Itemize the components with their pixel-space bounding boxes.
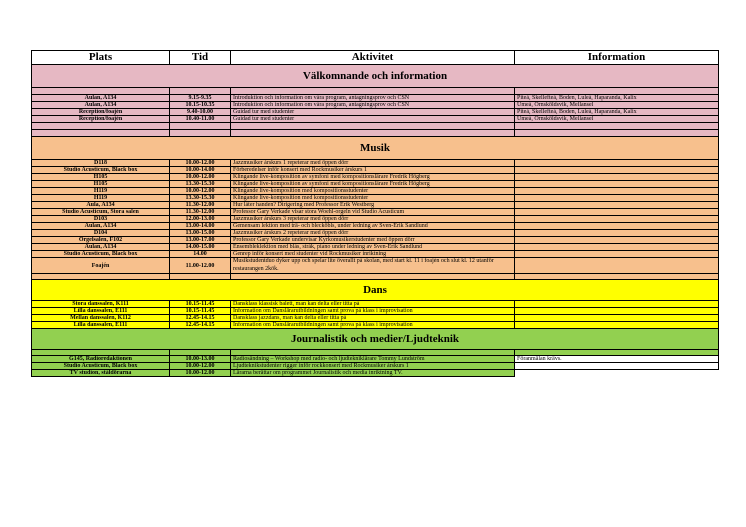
cell-plats: Aula, A134 [32,202,170,209]
cell-information [515,244,719,251]
cell-information [515,237,719,244]
cell-aktivitet: Information om Danslärarutbildningen samt prova på klass i improvisation [231,322,515,329]
spacer-row [32,130,719,137]
cell-plats: D118 [32,160,170,167]
cell-information [515,315,719,322]
table-row [32,223,719,230]
cell-plats: Studio Acusticum, Black box [32,363,170,370]
cell-information [515,216,719,223]
header-row [32,51,719,65]
cell-tid: 13.00-14.00 [170,223,231,230]
header-plats: Plats [32,51,170,65]
cell-plats: D104 [32,230,170,237]
cell-plats: Reception/foajén [32,116,170,123]
cell-aktivitet: Jazzmusiker årskurs 2 repeterar med öppen dörr [231,230,515,237]
table-row [32,301,719,308]
table-row [32,315,719,322]
cell-plats: H119 [32,195,170,202]
cell-information [515,301,719,308]
cell-tid: 9.40-10.00 [170,109,231,116]
cell-aktivitet: Dansklass klassisk balett, man kan delta eller titta på [231,301,515,308]
cell-aktivitet: Introduktion och information om våra program, antagningsprov och CSN [231,95,515,102]
table-row [32,258,719,274]
cell-plats: Lilla danssalen, E111 [32,322,170,329]
cell-aktivitet: Hur låter handen? Dirigering med Professor Erik Westberg [231,202,515,209]
table-row [32,244,719,251]
table-row [32,167,719,174]
cell-plats: Studio Acusticum, Stora salen [32,209,170,216]
cell-tid: 11.30-12.00 [170,202,231,209]
cell-information: Föranmälan krävs. [515,356,719,363]
cell-tid: 13.00-17.00 [170,237,231,244]
cell-aktivitet: Jazzmusiker årskurs 1 repeterar med öppen dörr [231,160,515,167]
cell-plats: Aulan, A134 [32,244,170,251]
cell-information [515,202,719,209]
cell-information [515,230,719,237]
cell-plats: Aulan, A134 [32,95,170,102]
table-row [32,195,719,202]
cell-plats: Foajén [32,258,170,274]
cell-plats: Reception/foajén [32,109,170,116]
cell-information [515,188,719,195]
cell-plats: Orgelsalen, F102 [32,237,170,244]
section-title: Musik [32,137,719,160]
cell-information [515,322,719,329]
cell-plats: H105 [32,174,170,181]
cell-aktivitet: Klingande live-komposition med kompositionsstudenter [231,195,515,202]
cell-aktivitet: Ljudteknikstudenter rigger inför rockkonsert med Rockmusiker årskurs 1 [231,363,515,370]
spacer-row [32,123,719,130]
cell-tid: 13.00-15.00 [170,230,231,237]
cell-tid: 14.00 [170,251,231,258]
section-title: Välkomnande och information [32,65,719,88]
cell-information [515,181,719,188]
cell-aktivitet: Information om Danslärarutbildningen samt prova på klass i improvisation [231,308,515,315]
table-row [32,308,719,315]
cell-information [515,174,719,181]
header-information: Information [515,51,719,65]
section-title: Dans [32,280,719,301]
cell-aktivitet: Gemensam lektion med trä- och blecköbls, under ledning av Sven-Erik Sandlund [231,223,515,230]
cell-tid: 12.00-13.00 [170,216,231,223]
cell-aktivitet: Guidad tur med studenter [231,116,515,123]
cell-information: Piteå, Skellefteå, Boden, Luleå, Haparanda, Kalix [515,95,719,102]
cell-tid: 11.00-12.00 [170,258,231,274]
spacer-row [32,88,719,95]
cell-tid: 11.30-12.00 [170,209,231,216]
header-tid: Tid [170,51,231,65]
section-musik [32,137,719,160]
cell-information [515,167,719,174]
table-row [32,322,719,329]
cell-information [515,308,719,315]
table-row [32,181,719,188]
table-row [32,230,719,237]
cell-plats: Lilla danssalen, E111 [32,308,170,315]
cell-tid: 10.00-13.00 [170,356,231,363]
cell-information [515,160,719,167]
table-row [32,216,719,223]
table-row [32,251,719,258]
cell-plats: TV studion, ståldörarna [32,370,170,377]
cell-aktivitet: Guidad tur med studenter [231,109,515,116]
cell-plats: Studio Acusticum, Black box [32,251,170,258]
cell-aktivitet: Dansklass jazzdans, man kan delta eller titta på [231,315,515,322]
table-row [32,202,719,209]
cell-tid: 10.40-11.00 [170,116,231,123]
table-row [32,102,719,109]
cell-information [515,363,719,370]
cell-plats: Mellan danssalen, K112 [32,315,170,322]
schedule-table [31,50,719,377]
table-row [32,363,719,370]
cell-tid: 10.00-14.00 [170,167,231,174]
cell-tid: 10.00-12.00 [170,188,231,195]
cell-tid: 13.30-15.30 [170,181,231,188]
cell-plats: Aulan, A134 [32,223,170,230]
cell-tid: 10.00-12.00 [170,174,231,181]
cell-plats: Studio Acusticum, Black box [32,167,170,174]
table-row [32,209,719,216]
section-journalistik [32,329,719,350]
table-row [32,116,719,123]
cell-information [515,223,719,230]
cell-plats: Stora danssalen, K111 [32,301,170,308]
cell-information [515,195,719,202]
cell-information [515,251,719,258]
cell-information [515,209,719,216]
cell-aktivitet: Introduktion och information om våra program, antagningsprov och CSN [231,102,515,109]
cell-aktivitet: Musikstudentduo dyker upp och spelar lite överallt på skolan, med start kl. 11 i foajén och slut kl. 12 utanför restaurangen 2kök. [231,258,515,274]
cell-tid: 10.15-11.45 [170,301,231,308]
cell-aktivitet: Lärarna berättar om programmet Journalistik och media inriktning TV. [231,370,515,377]
cell-aktivitet: Jazzmusiker årskurs 3 repeterar med öppen dörr [231,216,515,223]
cell-tid: 10.00-12.00 [170,363,231,370]
cell-tid: 10.00-12.00 [170,160,231,167]
cell-information: Umeå, Örnsköldsvik, Mellansel [515,102,719,109]
cell-information: Umeå, Örnsköldsvik, Mellansel [515,116,719,123]
cell-aktivitet: Förberedelser inför konsert med Rockmusiker årskurs 1 [231,167,515,174]
table-row [32,356,719,363]
cell-plats: G145, Radioredaktionen [32,356,170,363]
cell-tid: 14.00-15.00 [170,244,231,251]
section-title: Journalistik och medier/Ljudteknik [32,329,719,350]
cell-plats: Aulan, A134 [32,102,170,109]
cell-aktivitet: Professor Gary Verkade undervisar Kyrkomusikerstudenter med öppen dörr [231,237,515,244]
table-row [32,109,719,116]
table-row [32,174,719,181]
cell-plats: D103 [32,216,170,223]
section-welcome [32,65,719,88]
cell-tid: 10.15-11.45 [170,308,231,315]
cell-aktivitet: Klingande live-komposition med kompositionsstudenter [231,188,515,195]
cell-tid: 10.15-10.35 [170,102,231,109]
cell-plats: H105 [32,181,170,188]
table-row [32,160,719,167]
cell-aktivitet: Genrep inför konsert med studenter vid Rockmusiker inriktning [231,251,515,258]
table-row [32,95,719,102]
cell-tid: 12.45-14.15 [170,322,231,329]
cell-aktivitet: Klingande live-komposition av symfoni med kompositionslärare Fredrik Högberg [231,174,515,181]
cell-information [515,370,719,377]
cell-information [515,258,719,274]
cell-tid: 13.30-15.30 [170,195,231,202]
cell-aktivitet: Radiosändning – Workshop med radio- och ljudtekniklärare Tommy Lundström [231,356,515,363]
section-dans [32,280,719,301]
cell-tid: 9.15-9.35 [170,95,231,102]
cell-tid: 10.00-12.00 [170,370,231,377]
cell-tid: 12.45-14.15 [170,315,231,322]
table-row [32,370,719,377]
header-aktivitet: Aktivitet [231,51,515,65]
cell-information: Piteå, Skellefteå, Boden, Luleå, Haparanda, Kalix [515,109,719,116]
table-row [32,188,719,195]
cell-aktivitet: Ensembleklektion med blås, stråk, piano under ledning av Sven-Erik Sandlund [231,244,515,251]
cell-plats: H119 [32,188,170,195]
cell-aktivitet: Klingande live-komposition av symfoni med kompositionslärare Fredrik Högberg [231,181,515,188]
table-row [32,237,719,244]
cell-aktivitet: Professor Gary Verkade visar stora Woehl-orgeln vid Studio Acusticum [231,209,515,216]
